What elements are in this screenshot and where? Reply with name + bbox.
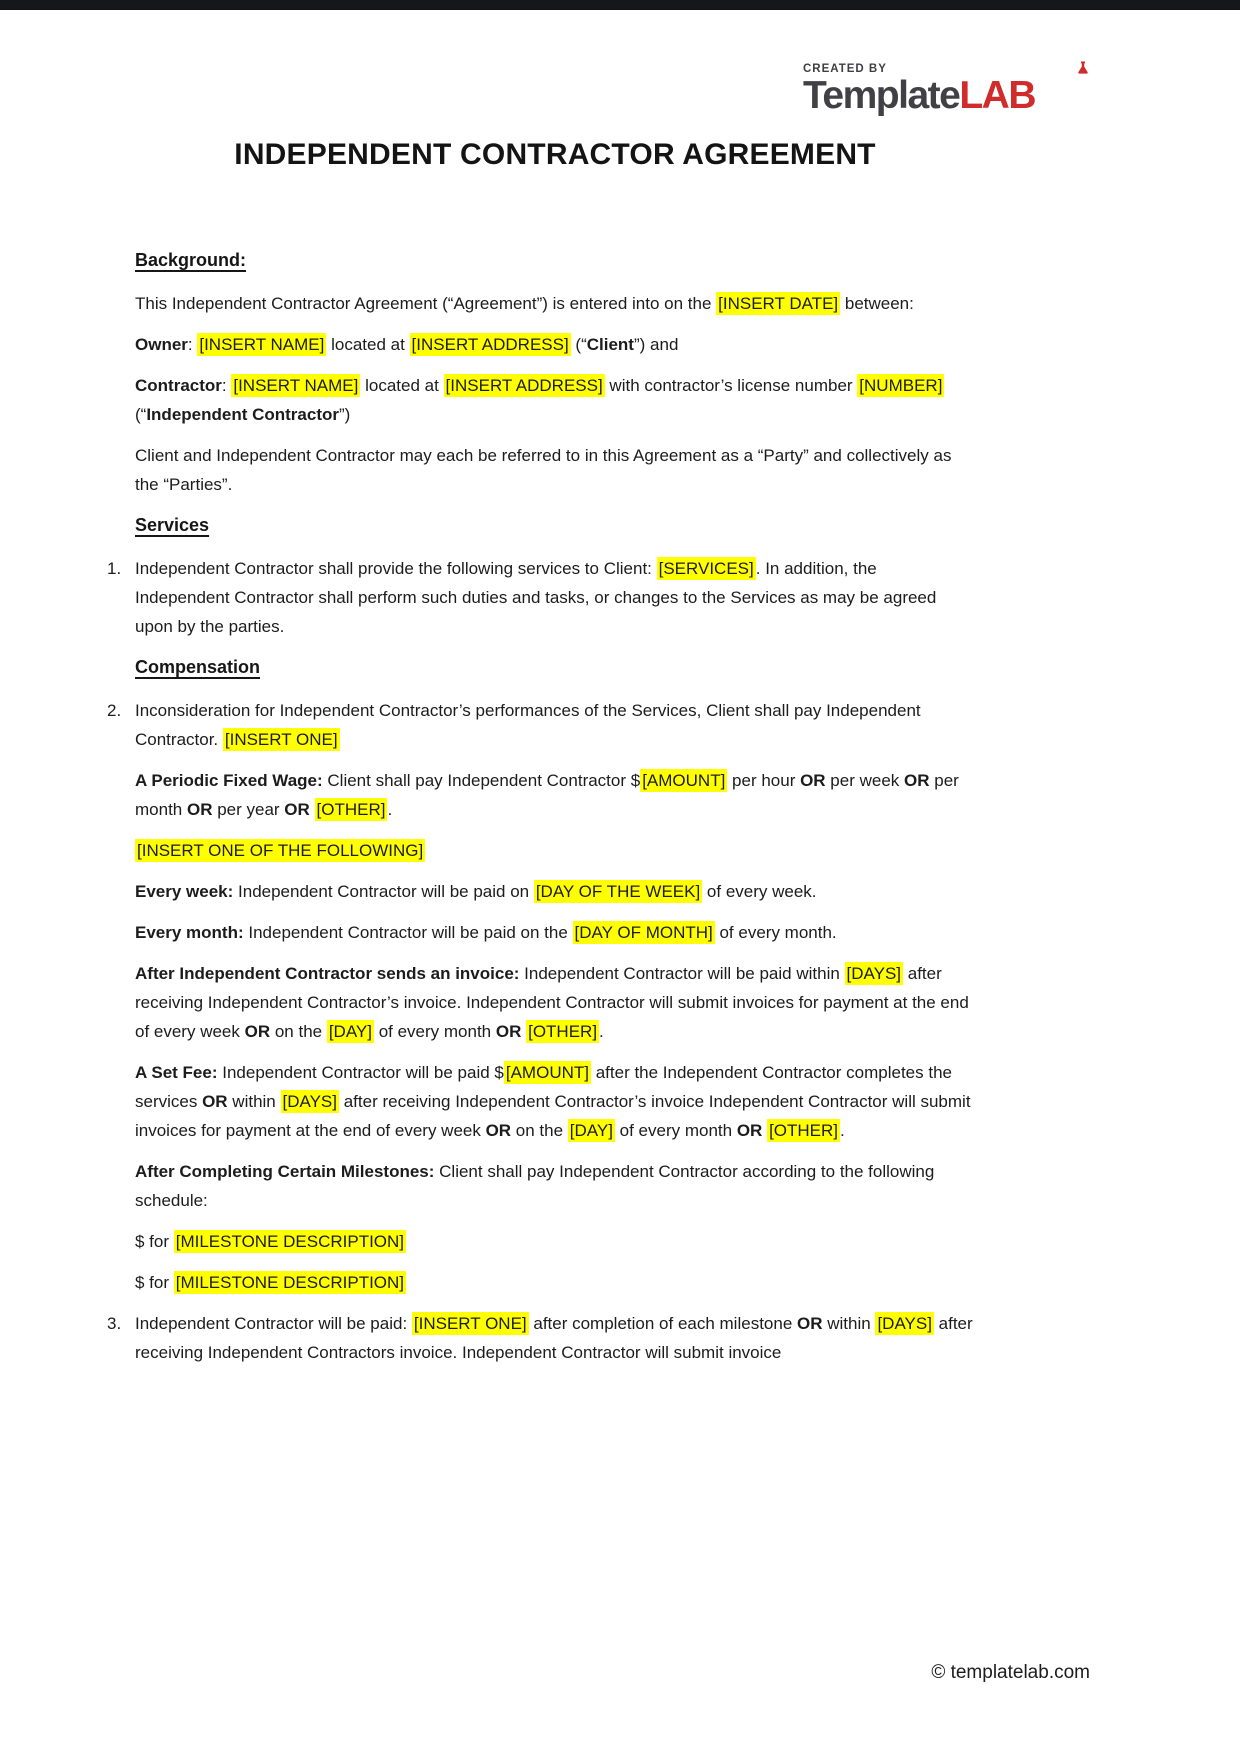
placeholder-field: [INSERT ONE] <box>413 1313 527 1333</box>
paragraph <box>135 836 975 865</box>
placeholder-field: [OTHER] <box>769 1120 839 1140</box>
placeholder-field: [INSERT DATE] <box>718 293 839 313</box>
text-run: of every month <box>373 1021 496 1041</box>
document-page <box>0 136 1240 1367</box>
templatelab-logo <box>803 60 1090 115</box>
brand-lab-text: LAB <box>959 74 1035 117</box>
text-run: Independent Contractor shall provide the following services to Client: <box>135 558 657 578</box>
placeholder-field: [MILESTONE DESCRIPTION] <box>175 1231 405 1251</box>
text-run: Client and Independent Contractor may each be referred to in this Agreement as a “Party” and collectively as the “Parties”. <box>135 445 952 494</box>
text-run: This Independent Contractor Agreement (“Agreement”) is entered into on the <box>135 293 717 313</box>
brand-wordmark <box>803 76 1090 115</box>
text-run: A Set Fee: <box>135 1062 223 1082</box>
placeholder-field: [DAYS] <box>846 963 902 983</box>
placeholder-field: [DAY] <box>569 1120 613 1140</box>
paragraph <box>135 441 975 499</box>
text-run: Contractor <box>135 375 222 395</box>
placeholder-field: [INSERT ONE] <box>224 729 338 749</box>
text-run: : <box>221 375 232 395</box>
text-run: (“ <box>570 334 587 354</box>
text-run: Client shall pay Independent Contractor $ <box>327 770 641 790</box>
text-run: OR <box>244 1021 271 1041</box>
text-run: : <box>187 334 198 354</box>
logo-created-by-row <box>803 60 1090 75</box>
brand-template-text: Template <box>803 74 960 117</box>
document-body <box>107 246 975 1367</box>
paragraph <box>135 330 975 359</box>
top-edge-bar <box>0 0 1240 10</box>
text-run: . <box>840 1120 845 1140</box>
text-run: OR <box>904 770 930 790</box>
text-run: after completion of each milestone <box>528 1313 798 1333</box>
text-run: Independent Contractor will be paid on the <box>248 922 573 942</box>
text-run: After Completing Certain Milestones: <box>135 1161 440 1181</box>
text-run: Independent Contractor <box>146 404 339 424</box>
text-run: OR <box>495 1021 522 1041</box>
list-item <box>107 696 975 754</box>
text-run: Every week: <box>135 881 239 901</box>
text-run: Owner <box>135 334 188 354</box>
placeholder-field: [INSERT ONE OF THE FOLLOWING] <box>137 840 424 860</box>
list-item-text <box>135 557 936 636</box>
text-run: per hour <box>727 770 801 790</box>
placeholder-field: [MILESTONE DESCRIPTION] <box>175 1272 405 1292</box>
text-run: of every week. <box>702 881 817 901</box>
text-run: ”) and <box>633 334 679 354</box>
paragraph <box>135 766 975 824</box>
text-run: $ for <box>135 1272 174 1292</box>
paragraph <box>135 1227 975 1256</box>
text-run: after receiving Independent Contractor’s invoice Independent Contractor will submit invoices for payment at the end of every week <box>135 1091 971 1140</box>
placeholder-field: [INSERT NAME] <box>233 375 359 395</box>
placeholder-field: [OTHER] <box>528 1021 598 1041</box>
list-item <box>107 1309 975 1367</box>
text-run: per month <box>135 770 959 819</box>
text-run: within <box>822 1313 876 1333</box>
paragraph <box>135 289 975 318</box>
text-run: . In addition, the Independent Contractor shall perform such duties and tasks, or changes to the Services as may be agreed upon by the parties. <box>135 558 937 636</box>
text-run: After Independent Contractor sends an invoice: <box>135 963 525 983</box>
list-item-text <box>135 701 921 751</box>
created-by-label: CREATED BY <box>803 63 887 75</box>
text-run: with contractor’s license number <box>604 375 858 395</box>
text-run: OR <box>736 1120 763 1140</box>
list-item-text <box>135 1312 973 1362</box>
text-run: within <box>227 1091 281 1111</box>
text-run: located at <box>360 375 444 395</box>
text-run: located at <box>326 334 410 354</box>
text-run: of every month <box>614 1120 737 1140</box>
compensation-heading: Compensation <box>135 656 261 677</box>
text-run: A Periodic Fixed Wage: <box>135 770 328 790</box>
text-run: OR <box>202 1091 228 1111</box>
paragraph <box>135 1268 975 1297</box>
paragraph <box>135 959 975 1046</box>
placeholder-field: [DAYS] <box>282 1091 337 1111</box>
text-run: $ for <box>135 1231 174 1251</box>
text-run: Independent Contractor will be paid on <box>238 881 534 901</box>
text-run: on the <box>511 1120 568 1140</box>
placeholder-field: [NUMBER] <box>859 375 943 395</box>
list-number: 2. <box>107 700 122 720</box>
document-title: INDEPENDENT CONTRACTOR AGREEMENT <box>234 138 876 171</box>
text-run: OR <box>186 799 213 819</box>
text-run: OR <box>284 799 310 819</box>
placeholder-field: [OTHER] <box>316 799 386 819</box>
placeholder-field: [AMOUNT] <box>505 1062 589 1082</box>
text-run: of every month. <box>714 922 837 942</box>
paragraph <box>135 1058 975 1145</box>
text-run: OR <box>797 1313 823 1333</box>
text-run: Inconsideration for Independent Contractor’s performances of the Services, Client shall pay Independent Contractor. <box>135 700 921 749</box>
text-run: Independent Contractor will be paid within <box>524 963 845 983</box>
placeholder-field: [DAY OF MONTH] <box>574 922 713 942</box>
paragraph <box>135 918 975 947</box>
placeholder-field: [DAY] <box>328 1021 372 1041</box>
text-run: after receiving Independent Contractor’s invoice. Independent Contractor will submit invoices for payment at the end of every week <box>135 963 969 1041</box>
text-run: Client <box>586 334 634 354</box>
text-run: . <box>387 799 393 819</box>
text-run: OR <box>485 1120 512 1140</box>
flask-icon <box>1076 60 1090 75</box>
text-run: after receiving Independent Contractors invoice. Independent Contractor will submit invoice <box>135 1313 973 1362</box>
footer-credit: © templatelab.com <box>931 1662 1090 1683</box>
text-run: Every month: <box>135 922 249 942</box>
list-number: 1. <box>107 558 122 578</box>
text-run: ”) <box>339 404 351 424</box>
text-run: per year <box>212 799 285 819</box>
placeholder-field: [AMOUNT] <box>642 770 726 790</box>
paragraph <box>135 371 975 429</box>
text-run: Client shall pay Independent Contractor according to the following schedule: <box>135 1161 935 1210</box>
text-run: after the Independent Contractor completes the services <box>135 1062 952 1111</box>
list-item <box>107 554 975 641</box>
text-run: OR <box>800 770 826 790</box>
placeholder-field: [SERVICES] <box>658 558 754 578</box>
placeholder-field: [INSERT ADDRESS] <box>445 375 603 395</box>
text-run: between: <box>840 293 914 313</box>
text-run: . <box>599 1021 604 1041</box>
text-run: (“ <box>135 404 147 424</box>
paragraph <box>135 877 975 906</box>
text-run: Independent Contractor will be paid $ <box>222 1062 504 1082</box>
text-run <box>310 800 315 819</box>
placeholder-field: [DAY OF THE WEEK] <box>535 881 701 901</box>
background-heading: Background: <box>135 249 247 270</box>
list-number: 3. <box>107 1313 122 1333</box>
placeholder-field: [INSERT NAME] <box>199 334 325 354</box>
placeholder-field: [DAYS] <box>877 1313 932 1333</box>
text-run: per week <box>825 770 905 790</box>
placeholder-field: [INSERT ADDRESS] <box>411 334 569 354</box>
text-run: on the <box>270 1021 327 1041</box>
paragraph <box>135 1157 975 1215</box>
services-heading: Services <box>135 514 210 535</box>
text-run: Independent Contractor will be paid: <box>135 1313 412 1333</box>
